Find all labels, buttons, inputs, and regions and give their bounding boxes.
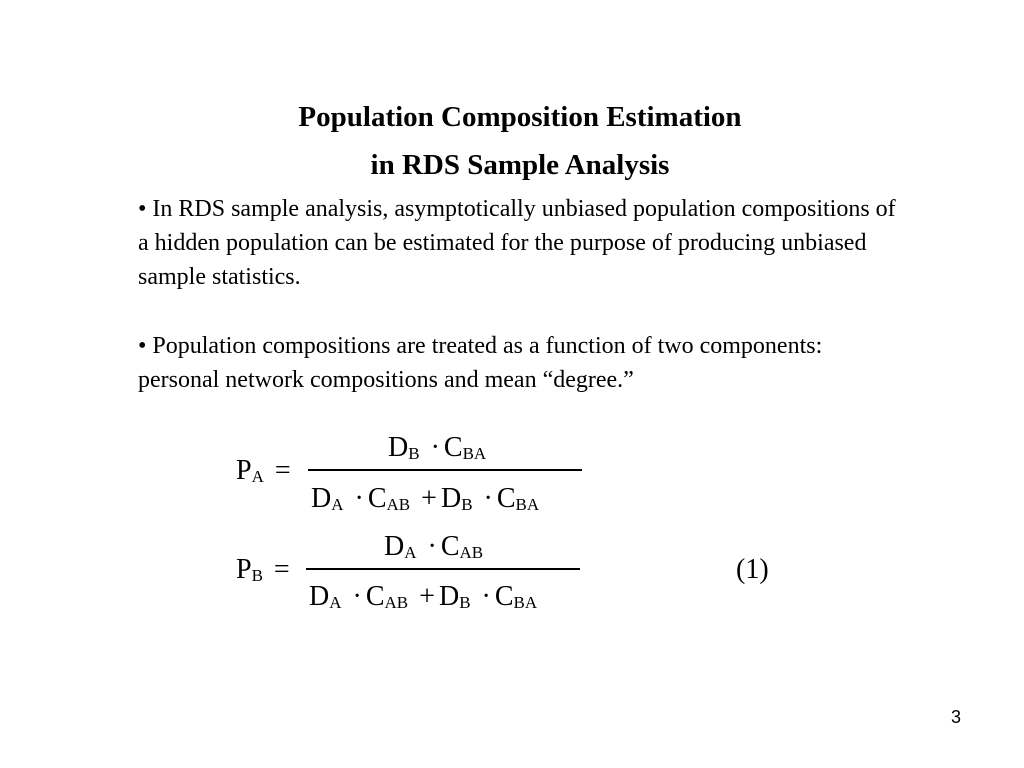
title-line-1: Population Composition Estimation	[298, 101, 742, 133]
title-line-2: in RDS Sample Analysis	[370, 149, 670, 181]
eq2-lhs: $P_B$ =	[236, 554, 290, 585]
page-number: 3	[951, 707, 962, 727]
eq1-denominator: $D_A \cdot C_{AB} + D_B \cdot C_{BA}$	[311, 483, 540, 514]
eq2-denominator: $D_A \cdot C_{AB} + D_B \cdot C_{BA}$	[309, 581, 538, 612]
bullet-point-1: • In RDS sample analysis, asymptotically unbiased population compositions of a hidden population can be estimated for the purpose of producing unbiased sample statistics.	[138, 196, 896, 290]
bullet-point-2: • Population compositions are treated as a function of two components: personal network compositions and mean “degree.”	[138, 333, 823, 393]
eq2-numerator: $D_A \cdot C_{AB}$	[384, 531, 484, 562]
slide-title	[0, 93, 1024, 189]
eq1-numerator: $D_B \cdot C_{BA}$	[388, 432, 487, 463]
eq2-fraction-bar	[306, 568, 580, 570]
eq1-fraction-bar	[308, 469, 582, 471]
equation-number: (1)	[736, 554, 769, 585]
eq1-lhs: $P_A$ =	[236, 455, 291, 486]
